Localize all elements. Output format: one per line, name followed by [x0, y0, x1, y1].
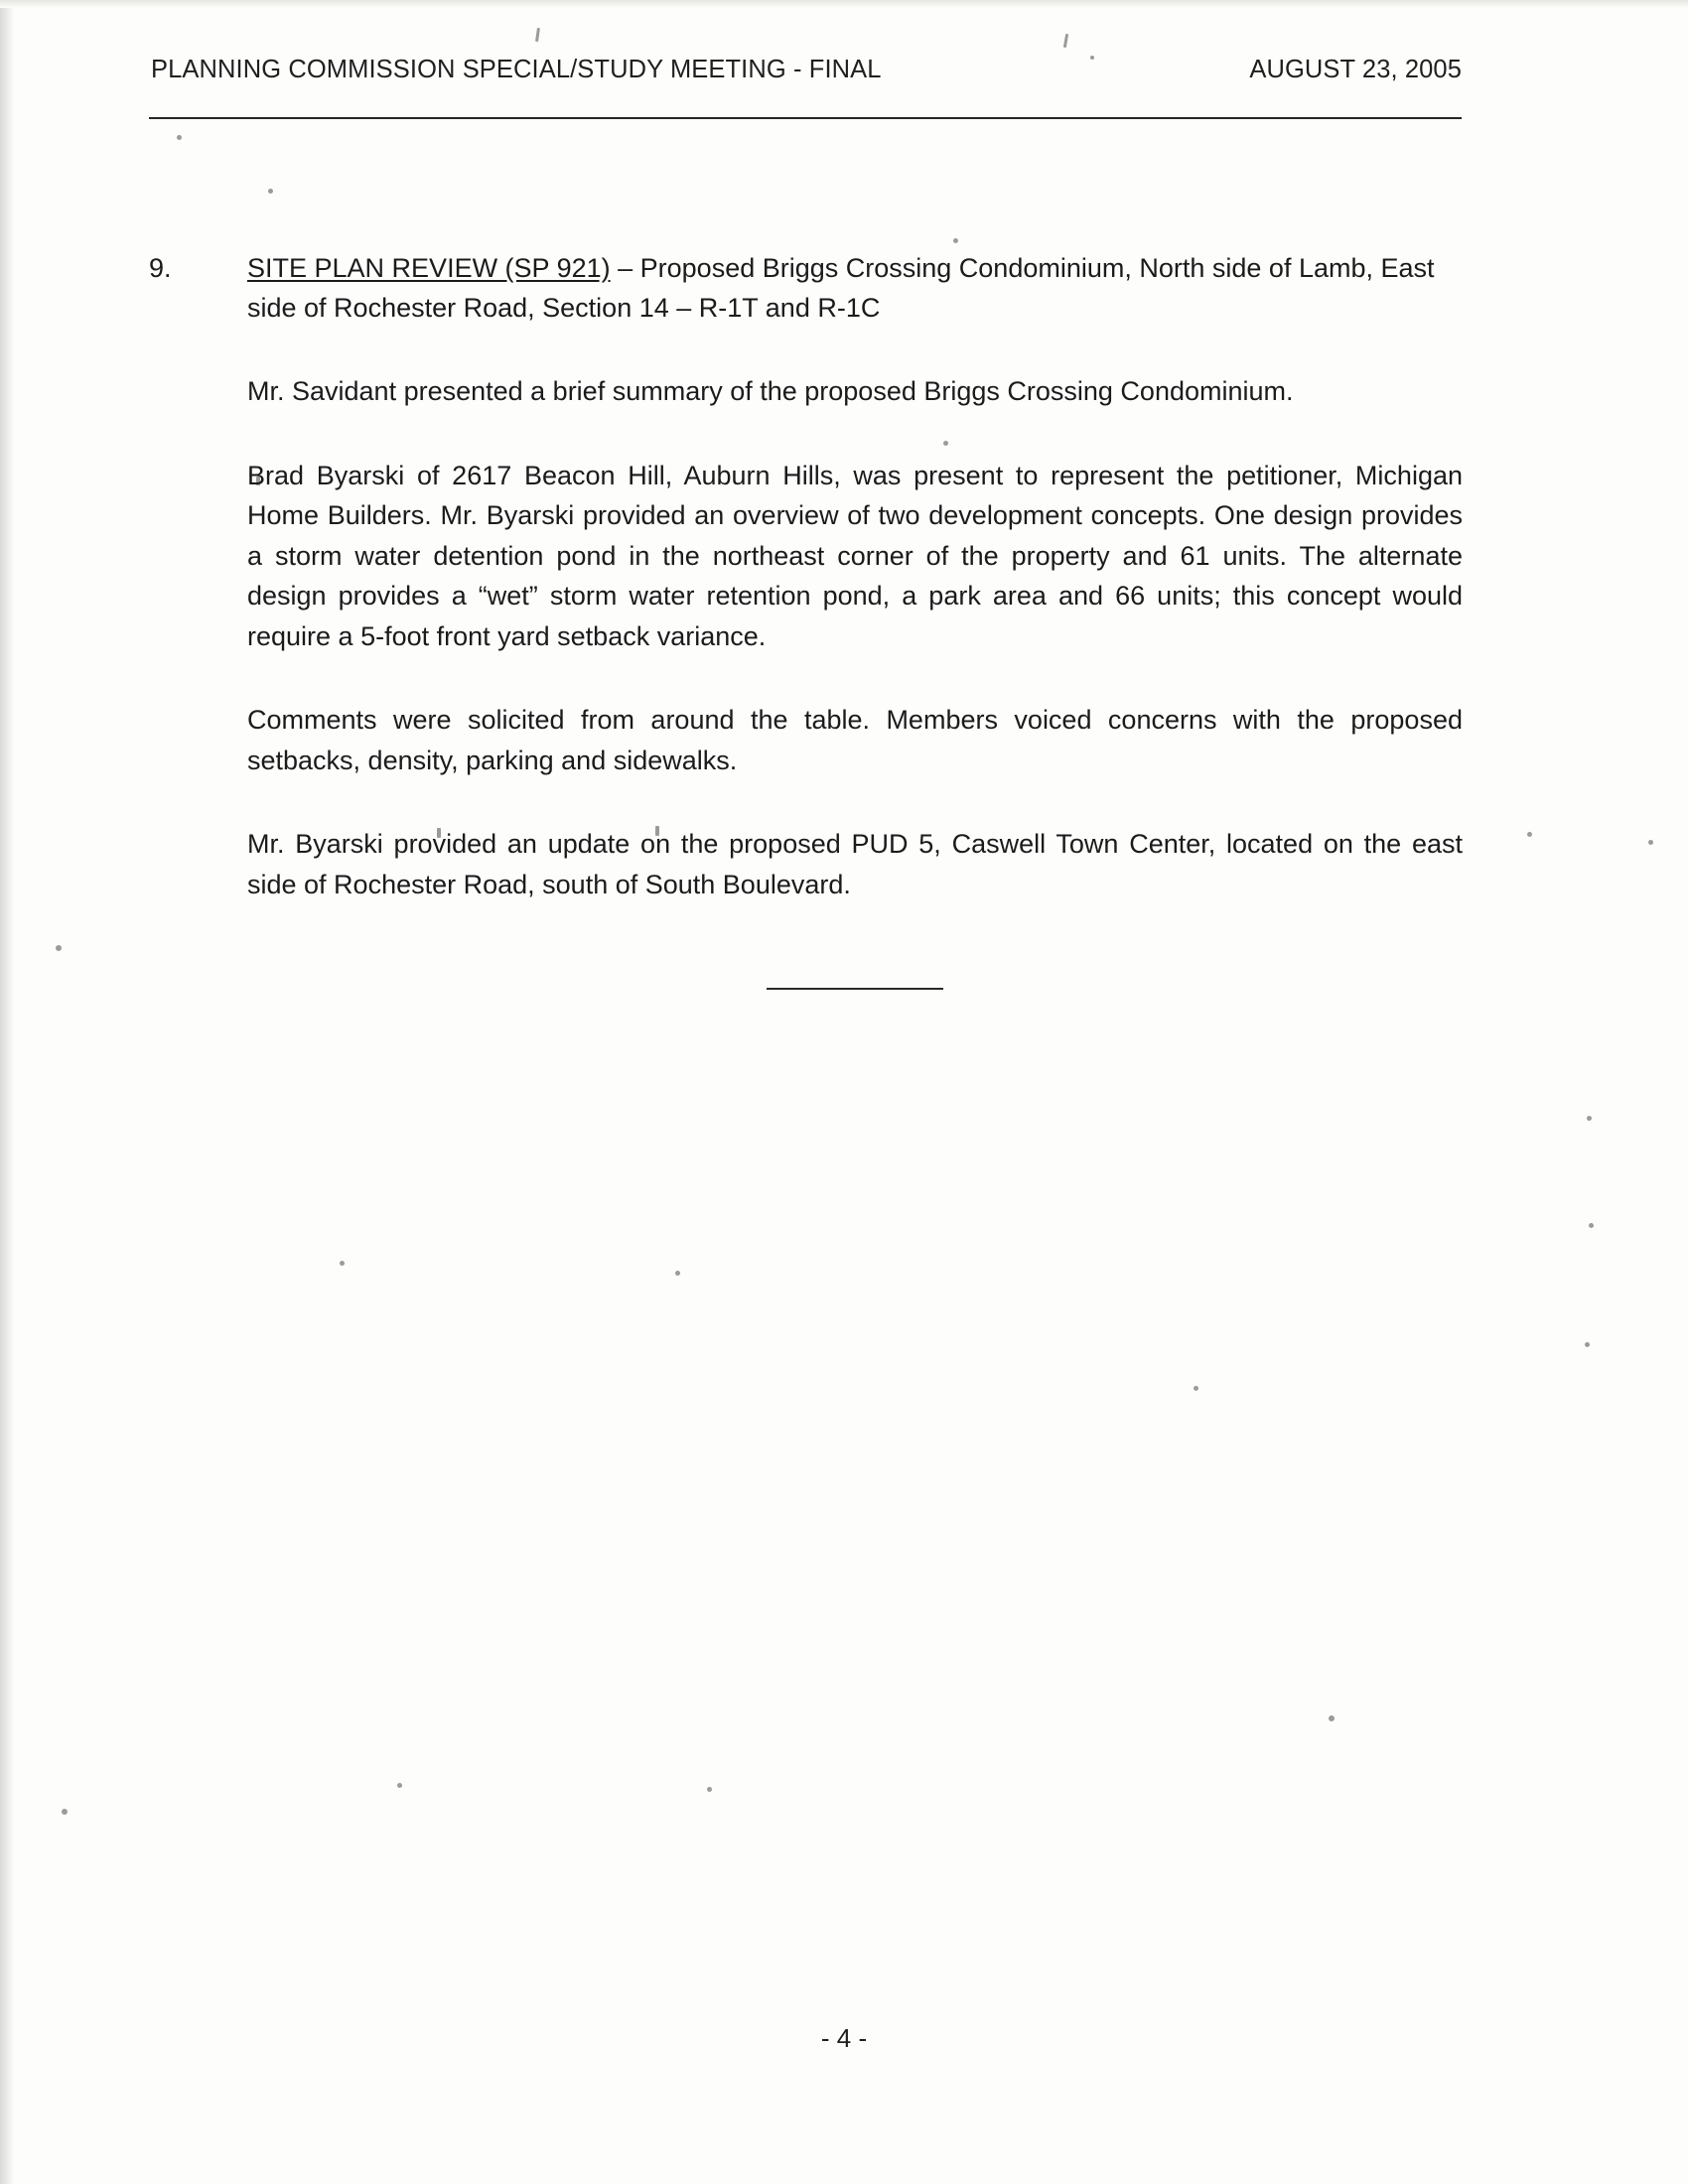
scan-speck [1589, 1223, 1594, 1228]
scan-speck [1587, 1116, 1592, 1121]
scan-speck [1648, 840, 1653, 845]
scan-speck [268, 189, 273, 194]
header-meeting-title: PLANNING COMMISSION SPECIAL/STUDY MEETING - FINAL [151, 56, 882, 83]
body-paragraph: Comments were solicited from around the table. Members voiced concerns with the proposed setbacks, density, parking and sidewalks. [247, 705, 1463, 775]
scan-speck [1585, 1342, 1590, 1347]
agenda-item-number: 9. [149, 253, 172, 283]
agenda-item-heading [247, 248, 1470, 328]
section-divider [767, 988, 943, 990]
scan-speck [397, 1783, 402, 1788]
section-divider-wrap [247, 980, 1463, 998]
body-paragraph: Mr. Savidant presented a brief summary of the proposed Briggs Crossing Condominium. [247, 376, 1294, 406]
header-date: AUGUST 23, 2005 [1249, 56, 1462, 83]
scan-speck [56, 945, 62, 951]
scan-edge-left [0, 0, 14, 2184]
scan-edge-top [0, 0, 1688, 8]
scan-speck [1329, 1715, 1335, 1721]
page-number: - 4 - [820, 2023, 868, 2053]
scan-speck [953, 238, 958, 243]
scan-speck [675, 1271, 680, 1276]
body-paragraph: Mr. Byarski provided an update on the proposed PUD 5, Caswell Town Center, located on the east side of Rochester Road, south of South Boulevard. [247, 829, 1463, 899]
scan-speck [707, 1787, 712, 1792]
scan-speck [340, 1261, 345, 1266]
page-footer [0, 2023, 1688, 2054]
header-rule [149, 117, 1462, 119]
document-body [149, 248, 1470, 998]
agenda-item-title-continuation: – Proposed Briggs Crossing Condominium, North side of Lamb, East side of Rochester Road, Section 14 – R-1T and R-1C [247, 253, 1435, 323]
scan-speck [1194, 1386, 1198, 1391]
body-paragraph: Brad Byarski of 2617 Beacon Hill, Auburn Hills, was present to represent the petitioner, Michigan Home Builders. Mr. Byarski provided an overview of two development concepts. One design provides a storm water detention pond in the northeast corner of the property and 61 units. The alternate design provides a “wet” storm water retention pond, a park area and 66 units; this concept would require a 5-foot front yard setback variance. [247, 460, 1463, 651]
scan-speck [535, 28, 540, 42]
scan-speck [1063, 34, 1068, 48]
scan-speck [1527, 832, 1532, 837]
scan-speck [177, 135, 182, 140]
agenda-item-title: SITE PLAN REVIEW (SP 921) [247, 253, 611, 283]
agenda-item-9 [149, 248, 1470, 328]
scan-speck [62, 1809, 68, 1815]
page-header [151, 56, 1462, 89]
